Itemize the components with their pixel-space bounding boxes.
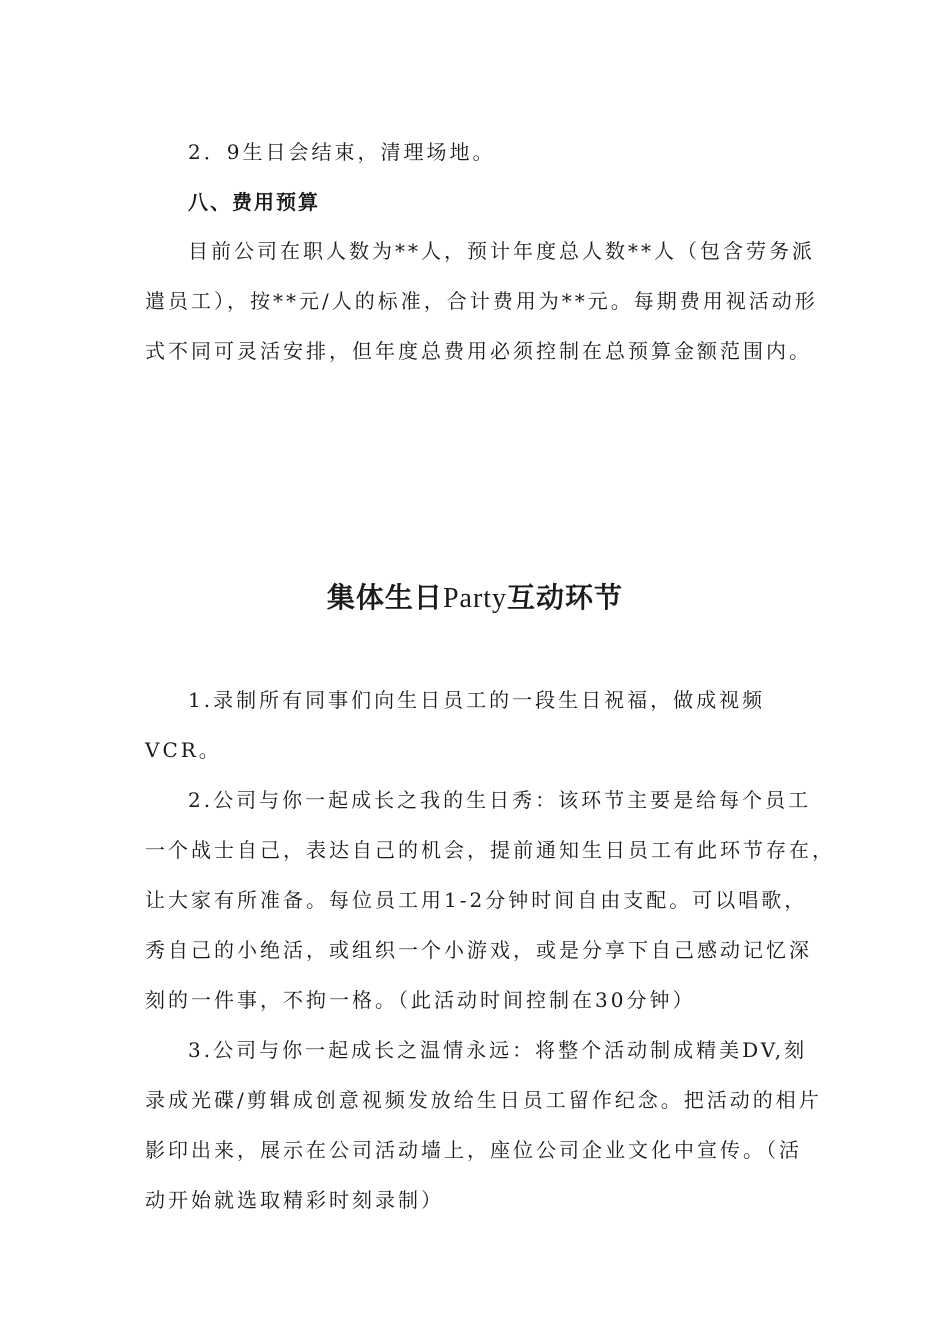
item-1-line-1: 1.录制所有同事们向生日员工的一段生日祝福，做成视频 xyxy=(188,688,766,712)
item-2-line-3: 让大家有所准备。每位员工用1-2分钟时间自由支配。可以唱歌， xyxy=(145,888,808,912)
item-3-line-1: 3.公司与你一起成长之温情永远：将整个活动制成精美DV,刻 xyxy=(188,1038,808,1062)
item-3-line-2: 录成光碟/剪辑成创意视频发放给生日员工留作纪念。把活动的相片 xyxy=(145,1088,822,1112)
section-heading-budget: 八、费用预算 xyxy=(188,190,320,214)
budget-paragraph-line-2: 遣员工），按**元/人的标准，合计费用为**元。每期费用视活动形 xyxy=(145,289,818,313)
item-3-line-3: 影印出来，展示在公司活动墙上，座位公司企业文化中宣传。（活 xyxy=(145,1138,802,1162)
item-2-line-2: 一个战士自己，表达自己的机会，提前通知生日员工有此环节存在， xyxy=(145,838,835,862)
title-part-3: 互动环节 xyxy=(507,581,624,614)
budget-paragraph-line-3: 式不同可灵活安排，但年度总费用必须控制在总预算金额范围内。 xyxy=(145,339,812,363)
item-2-9-text: 2．9生日会结束，清理场地。 xyxy=(188,140,496,164)
budget-paragraph-line-1: 目前公司在职人数为**人，预计年度总人数**人（包含劳务派 xyxy=(188,239,815,263)
item-3-line-4: 动开始就选取精彩时刻录制） xyxy=(145,1188,444,1212)
item-1-line-2: VCR。 xyxy=(145,738,222,762)
title-part-2: Party xyxy=(442,583,508,614)
document-title xyxy=(0,580,950,617)
item-2-line-4: 秀自己的小绝活，或组织一个小游戏，或是分享下自己感动记忆深 xyxy=(145,938,812,962)
item-2-line-5: 刻的一件事，不拘一格。（此活动时间控制在30分钟） xyxy=(145,988,696,1012)
title-part-1: 集体生日 xyxy=(326,581,443,614)
item-2-line-1: 2.公司与你一起成长之我的生日秀：该环节主要是给每个员工 xyxy=(188,788,812,812)
